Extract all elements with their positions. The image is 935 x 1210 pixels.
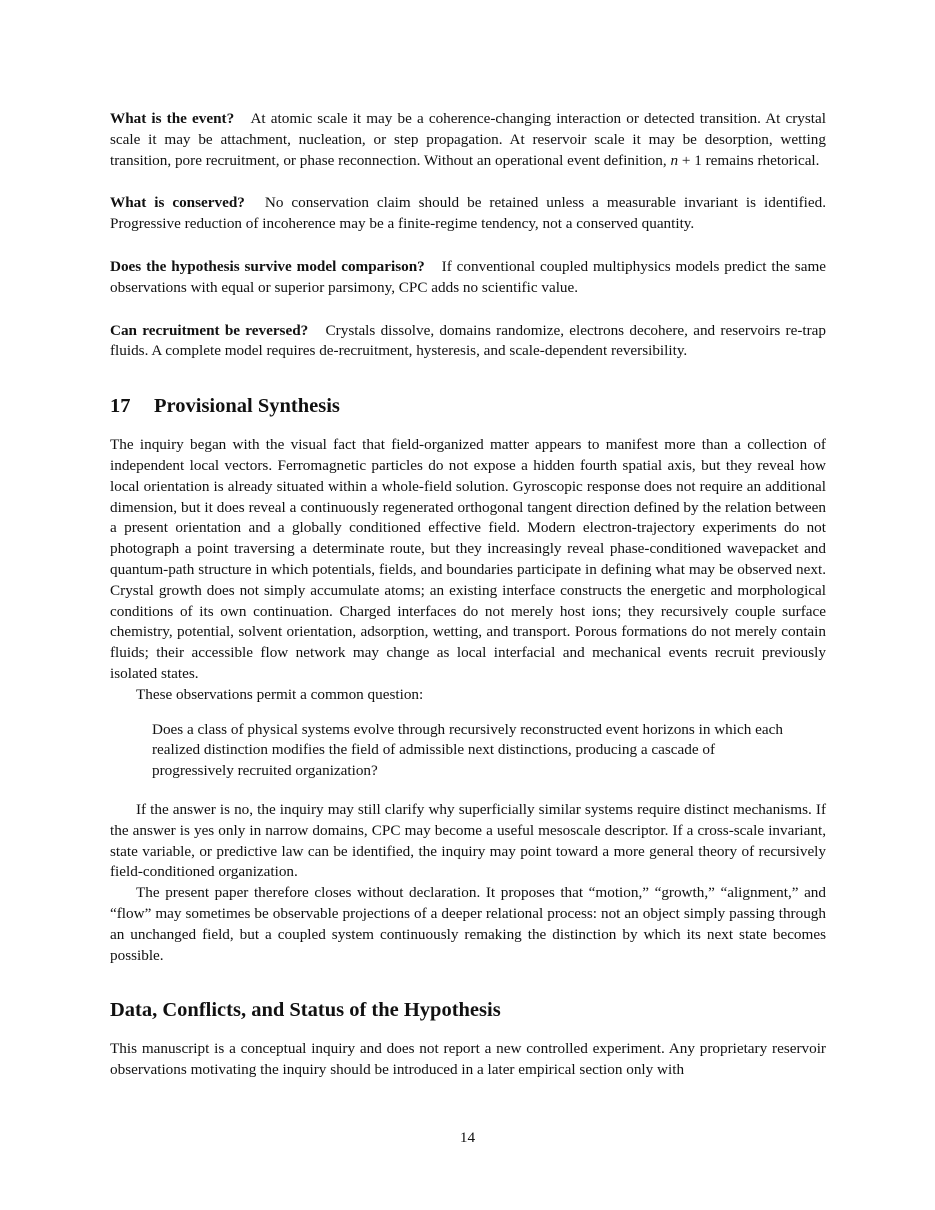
- question-heading: Can recruitment be reversed?: [110, 321, 309, 339]
- question-heading: What is conserved?: [110, 194, 245, 212]
- question-text: Crystals dissolve, domains randomize, electrons decohere, and reservoirs re-trap fluids. A complete model requires de-recruitment, hysteresis, and scale-dependent reversibility.: [110, 321, 827, 360]
- section-heading-17: [110, 394, 826, 418]
- question-conserved: [110, 193, 826, 235]
- question-text-end: + 1 remains rhetorical.: [678, 151, 820, 169]
- question-model-comparison: [110, 257, 826, 299]
- question-recruitment: [110, 321, 826, 363]
- section-title: Provisional Synthesis: [154, 395, 340, 418]
- paragraph: The inquiry began with the visual fact that field-organized matter appears to manifest more than a collection of independent local vectors. Ferromagnetic particles do not expose a hidden fourth spatial axis, but they reveal how local orientation is already situated within a whole-field solution. Gyroscopic response does not require an additional dimension, but it does reveal a continuously regenerated orthogonal tangent direction defined by the relation between a present orientation and a globally conditioned effective field. Modern electron-trajectory experiments do not photograph a point traversing a determinate route, but they increasingly reveal phase-conditioned wavepacket and quantum-path structure in which potentials, fields, and boundaries participate in defining what may be observed next. Crystal growth does not simply accumulate atoms; an existing interface constructs the energetic and morphological conditions of its own continuation. Charged interfaces do not merely host ions; they recursively couple surface chemistry, potential, solvent orientation, adsorption, wetting, and transport. Porous formations do not merely contain fluids; their accessible flow network may change as local interfacial and mechanical events recruit previously isolated states.: [110, 436, 826, 682]
- question-event: [110, 109, 826, 171]
- paragraph: If the answer is no, the inquiry may still clarify why superficially similar systems require distinct mechanisms. If the answer is yes only in narrow domains, CPC may become a useful mesoscale descriptor. If a cross-scale invariant, state variable, or predictive law can be identified, the inquiry may point toward a more general theory of recursively field-conditioned organization.: [110, 800, 826, 881]
- section-number: 17: [110, 395, 131, 418]
- paragraph: These observations permit a common question:: [136, 685, 424, 703]
- block-quote: Does a class of physical systems evolve through recursively reconstructed event horizons in which each realized distinction modifies the field of admissible next distinctions, producing a cascade of progressively recruited organization?: [152, 720, 783, 780]
- paragraph: The present paper therefore closes without declaration. It proposes that “motion,” “growth,” “alignment,” and “flow” may sometimes be observable projections of a deeper relational process: not an object simply passing through an unchanged field, but a coupled system continuously remaking the distinction by which its next state becomes possible.: [110, 884, 826, 964]
- math-n: n: [670, 151, 679, 169]
- paragraph: This manuscript is a conceptual inquiry and does not report a new controlled experiment. Any proprietary reservoir observations motivating the inquiry should be introduced in a later empirical section only with: [110, 1040, 826, 1079]
- question-text: At atomic scale it may be a coherence-changing interaction or detected transition. At crystal scale it may be attachment, nucleation, or step propagation. At reservoir scale it may be desorption, wetting transition, pore recruitment, or phase reconnection. Without an operational event definition,: [110, 110, 826, 169]
- page-number: 14: [459, 1129, 476, 1146]
- question-text: No conservation claim should be retained unless a measurable invariant is identified. Progressive reduction of incoherence may be a finite-regime tendency, not a conserved quantity.: [110, 194, 827, 233]
- section-heading-data: Data, Conflicts, and Status of the Hypothesis: [110, 999, 501, 1022]
- question-text: If conventional coupled multiphysics models predict the same observations with equal or superior parsimony, CPC adds no scientific value.: [110, 257, 827, 296]
- question-heading: Does the hypothesis survive model comparison?: [110, 257, 425, 275]
- question-heading: What is the event?: [110, 110, 235, 127]
- page-body: [110, 109, 826, 1081]
